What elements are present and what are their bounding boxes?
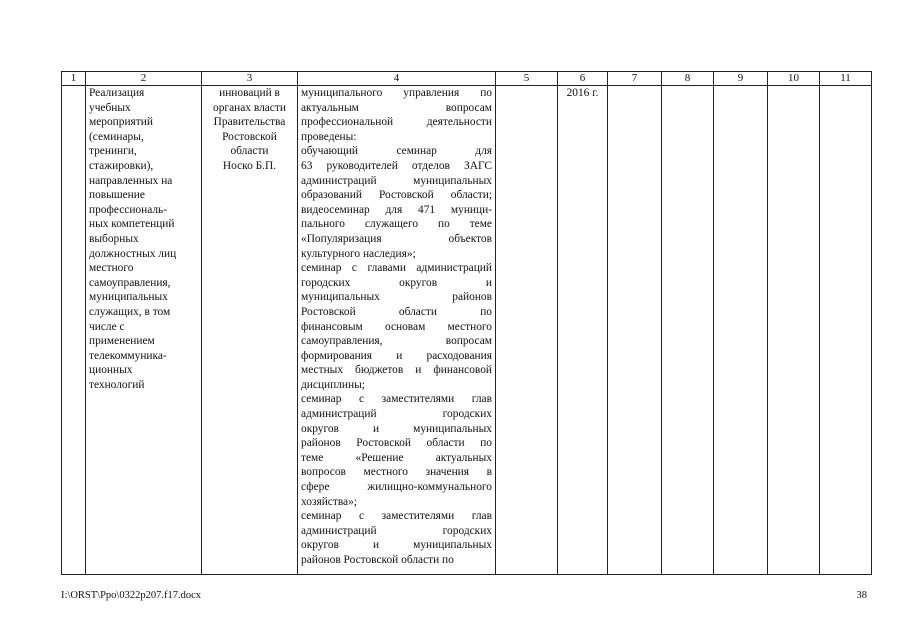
year-cell: 2016 г.	[558, 86, 608, 575]
text-line: области	[230, 145, 269, 158]
cell-col-11	[820, 86, 872, 575]
header-col-1: 1	[62, 72, 86, 86]
text-line: сфере жилищно-коммунального	[301, 481, 492, 494]
text-line: самоуправления, вопросам	[301, 335, 492, 348]
cell-col-7	[608, 86, 662, 575]
text-line: дисциплины;	[301, 378, 365, 391]
cell-col-5	[496, 86, 558, 575]
table-row	[62, 86, 872, 575]
text-line: Ростовской области по	[301, 305, 492, 318]
text-line: мероприятий	[89, 116, 153, 129]
header-col-3: 3	[202, 72, 298, 86]
header-col-6: 6	[558, 72, 608, 86]
text-line: семинар с заместителями глав	[301, 393, 492, 406]
text-line: самоуправления,	[89, 276, 171, 289]
text-line: муниципальных районов	[301, 291, 492, 304]
header-col-9: 9	[714, 72, 768, 86]
header-col-4: 4	[298, 72, 496, 86]
cell-col-9	[714, 86, 768, 575]
text-line: актуальным вопросам	[301, 101, 492, 114]
text-line: семинар с заместителями глав	[301, 510, 492, 523]
text-line: профессиональ-	[89, 203, 168, 216]
text-line: служащих, в том	[89, 305, 171, 318]
text-line: районов Ростовской области по	[301, 437, 492, 450]
header-col-8: 8	[662, 72, 714, 86]
text-line: телекоммуника-	[89, 349, 167, 362]
text-line: ных компетенций	[89, 218, 175, 231]
text-line: формирования и расходования	[301, 349, 492, 362]
text-line: направленных на	[89, 174, 173, 187]
header-col-5: 5	[496, 72, 558, 86]
text-line: администраций городских	[301, 524, 492, 537]
text-line: городских округов и	[301, 276, 492, 289]
results-description-cell	[298, 86, 496, 575]
text-line: округов и муниципальных	[301, 422, 492, 435]
text-line: муниципальных	[89, 291, 168, 304]
cell-col-8	[662, 86, 714, 575]
text-line: профессиональной деятельности	[301, 116, 492, 129]
text-line: Носко Б.П.	[222, 159, 277, 172]
cell-col-1	[62, 86, 86, 575]
text-line: вопросов местного значения в	[301, 466, 492, 479]
text-line: администраций муниципальных	[301, 174, 492, 187]
text-line: повышение	[89, 189, 145, 202]
text-line: видеосеминар для 471 муници-	[301, 203, 492, 216]
text-line: стажировки),	[89, 159, 154, 172]
text-line: хозяйства»;	[301, 495, 357, 508]
text-line: теме «Решение актуальных	[301, 451, 492, 464]
text-line: Ростовской	[222, 130, 277, 143]
text-line: обучающий семинар для	[301, 145, 492, 158]
text-line: числе с	[89, 320, 125, 333]
text-line: выборных	[89, 232, 139, 245]
text-line: (семинары,	[89, 130, 144, 143]
text-line: семинар с главами администраций	[301, 262, 492, 275]
text-line: местных бюджетов и финансовой	[301, 364, 492, 377]
text-line: Реализация	[89, 87, 145, 99]
page-number: 38	[856, 590, 867, 601]
text-line: Правительства	[213, 116, 286, 129]
activities-table	[61, 71, 872, 575]
text-line: ционных	[89, 364, 133, 377]
text-line: проведены:	[301, 130, 357, 143]
text-line: «Популяризация объектов	[301, 232, 492, 245]
activity-name-cell	[86, 86, 202, 575]
text-line: применением	[89, 335, 155, 348]
text-line: 63 руководителей отделов ЗАГС	[301, 159, 492, 172]
text-line: культурного наследия»;	[301, 247, 416, 260]
text-line: финансовым основам местного	[301, 320, 492, 333]
header-col-10: 10	[768, 72, 820, 86]
text-line: администраций городских	[301, 408, 492, 421]
text-line: учебных	[89, 101, 131, 114]
text-line: местного	[89, 262, 134, 275]
text-line: муниципального управления по	[301, 87, 492, 99]
responsible-cell	[202, 86, 298, 575]
file-path: I:\ORST\Ppo\0322p207.f17.docx	[61, 590, 202, 601]
header-col-2: 2	[86, 72, 202, 86]
header-col-11: 11	[820, 72, 872, 86]
text-line: районов Ростовской области по	[301, 554, 454, 566]
text-line: образований Ростовской области;	[301, 189, 492, 202]
text-line: пального служащего по теме	[301, 218, 492, 231]
column-numbers-row	[62, 72, 872, 86]
text-line: должностных лиц	[89, 247, 177, 260]
header-col-7: 7	[608, 72, 662, 86]
text-line: технологий	[89, 378, 145, 391]
cell-col-10	[768, 86, 820, 575]
text-line: инноваций в	[219, 87, 280, 99]
text-line: тренинги,	[89, 145, 137, 158]
text-line: органах власти	[213, 101, 286, 114]
text-line: округов и муниципальных	[301, 539, 492, 552]
